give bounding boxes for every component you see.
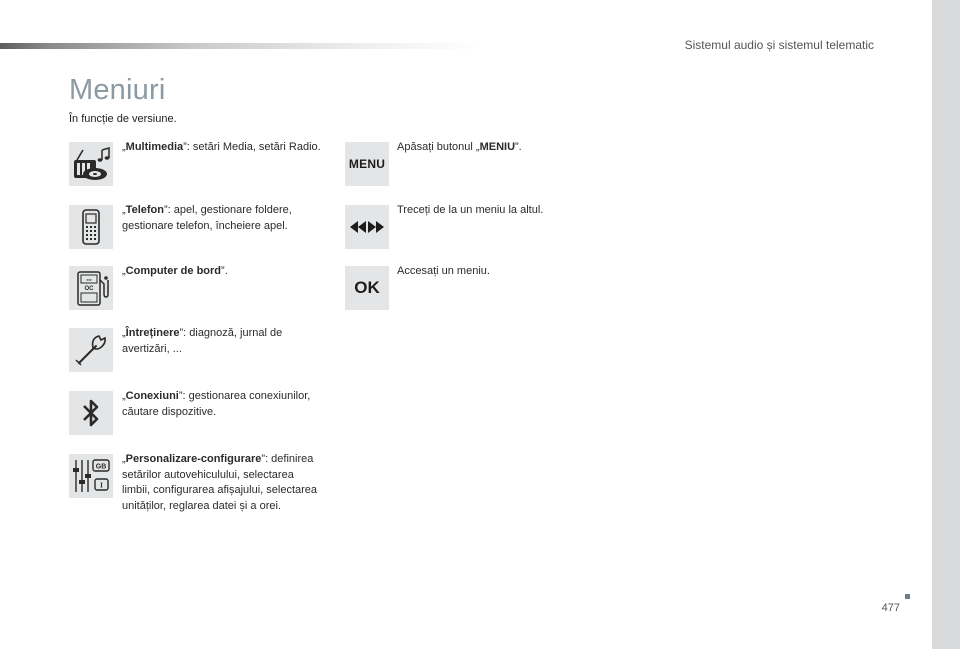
telephone-icon (69, 205, 113, 249)
menu-item-telephone: „Telefon”: apel, gestionare foldere, gestionare telefon, încheiere apel. (122, 204, 292, 232)
menu-button-label: MENU (348, 157, 386, 171)
intro-text: În funcție de versiune. (69, 113, 177, 125)
svg-text:OC: OC (84, 286, 94, 292)
svg-text:GB: GB (95, 463, 107, 471)
menu-item-description: : gestionarea conexiunilor, căutare dispozitive. (122, 390, 311, 418)
menu-item-label: Telefon (125, 204, 164, 216)
instruction-bold: MENIU (479, 141, 516, 153)
page-title: Meniuri (69, 74, 166, 106)
page-marker (905, 594, 910, 599)
menu-item-description: . (224, 265, 228, 277)
arrows-button-icon (345, 205, 389, 249)
menu-item-description: : diagnoză, jurnal de avertizări, ... (122, 327, 283, 355)
menu-item-trip-computer: „Computer de bord”. (122, 265, 228, 277)
menu-item-description: : apel, gestionare foldere, gestionare telefon, încheiere apel. (122, 204, 292, 232)
side-strip (932, 0, 960, 649)
multimedia-icon (69, 142, 113, 186)
header-gradient-bar (0, 43, 480, 49)
instruction-menu (397, 140, 657, 156)
menu-item-maintenance: „Întreținere”: diagnoză, jurnal de avertizări, ... (122, 327, 283, 355)
page-number: 477 (881, 602, 900, 614)
menu-item-label: Personalizare-configurare (125, 453, 262, 465)
svg-text:▪▪▪: ▪▪▪ (86, 277, 92, 284)
instruction-switch-menu: Treceți de la un meniu la altul. (397, 204, 544, 216)
settings-sliders-icon (69, 454, 113, 498)
fuel-pump-icon (69, 266, 113, 310)
menu-item-label: Întreținere (125, 327, 180, 339)
menu-item-description: : definirea setărilor autovehiculului, selectarea limbii, configurarea afișajului, selectarea unităților, reglarea datei și a orei. (122, 453, 318, 512)
ok-button-icon (345, 266, 389, 310)
section-title: Sistemul audio și sistemul telematic (684, 38, 874, 52)
menu-item-connections: „Conexiuni”: gestionarea conexiunilor, căutare dispozitive. (122, 390, 311, 418)
menu-item-personalisation: „Personalizare-configurare”: definirea setărilor autovehiculului, selectarea limbii, configurarea afișajului, selectarea unităților, reglarea datei și a orei. (122, 453, 318, 512)
menu-item-label: Multimedia (125, 141, 184, 153)
instruction-text-before: Apăsați butonul „ (397, 141, 480, 153)
menu-item-description: : setări Media, setări Radio. (186, 141, 321, 153)
bluetooth-icon (69, 391, 113, 435)
menu-button-icon (345, 142, 389, 186)
instruction-text-after: ”. (515, 141, 522, 153)
menu-item-label: Conexiuni (125, 390, 179, 402)
menu-item-multimedia: „Multimedia”: setări Media, setări Radio. (122, 141, 321, 153)
wrench-icon (69, 328, 113, 372)
ok-button-label: OK (354, 278, 380, 297)
menu-item-label: Computer de bord (125, 265, 222, 277)
instruction-access-menu: Accesați un meniu. (397, 265, 490, 277)
svg-text:I: I (100, 481, 103, 490)
